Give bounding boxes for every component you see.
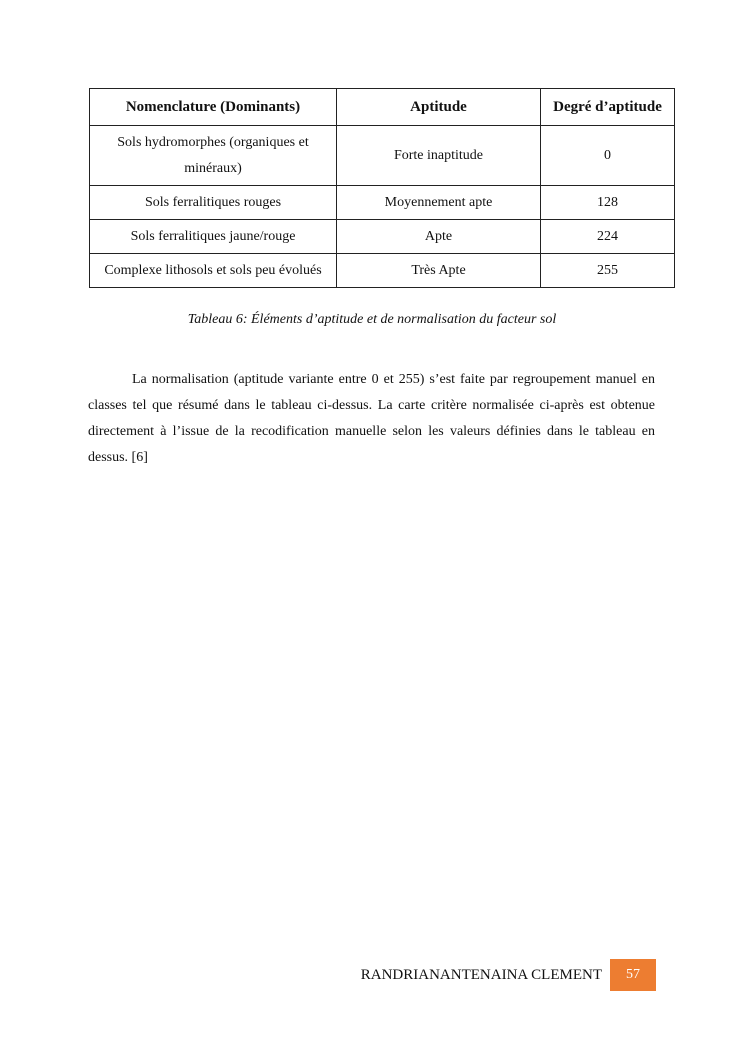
cell-degre: 128: [541, 186, 675, 220]
cell-nomenclature: Sols ferralitiques jaune/rouge: [90, 220, 337, 254]
footer-author: RANDRIANANTENAINA CLEMENT: [360, 966, 602, 983]
header-nomenclature: Nomenclature (Dominants): [90, 89, 337, 126]
cell-degre: 0: [541, 126, 675, 186]
table-row: [90, 254, 675, 288]
page-footer: [300, 959, 656, 991]
cell-aptitude: Moyennement apte: [337, 186, 541, 220]
aptitude-table: [89, 88, 675, 288]
table-row: [90, 220, 675, 254]
cell-nomenclature: Sols hydromorphes (organiques et minéraux): [90, 126, 337, 186]
header-degre-aptitude: Degré d’aptitude: [541, 89, 675, 126]
table-caption: Tableau 6: Éléments d’aptitude et de normalisation du facteur sol: [187, 312, 557, 327]
table-row: [90, 186, 675, 220]
cell-aptitude: Très Apte: [337, 254, 541, 288]
table-row: [90, 126, 675, 186]
table-header-row: [90, 89, 675, 126]
cell-aptitude: Forte inaptitude: [337, 126, 541, 186]
cell-nomenclature: Complexe lithosols et sols peu évolués: [90, 254, 337, 288]
page-number: 57: [610, 959, 656, 991]
cell-aptitude: Apte: [337, 220, 541, 254]
header-aptitude: Aptitude: [337, 89, 541, 126]
body-paragraph: La normalisation (aptitude variante entre 0 et 255) s’est faite par regroupement manuel en classes tel que résumé dans le tableau ci-dessus. La carte critère normalisée ci-après est obtenue directement à l’issue de la recodification manuelle selon les valeurs définies dans le tableau en dessus. [6]: [88, 372, 655, 465]
cell-degre: 255: [541, 254, 675, 288]
cell-nomenclature: Sols ferralitiques rouges: [90, 186, 337, 220]
cell-degre: 224: [541, 220, 675, 254]
